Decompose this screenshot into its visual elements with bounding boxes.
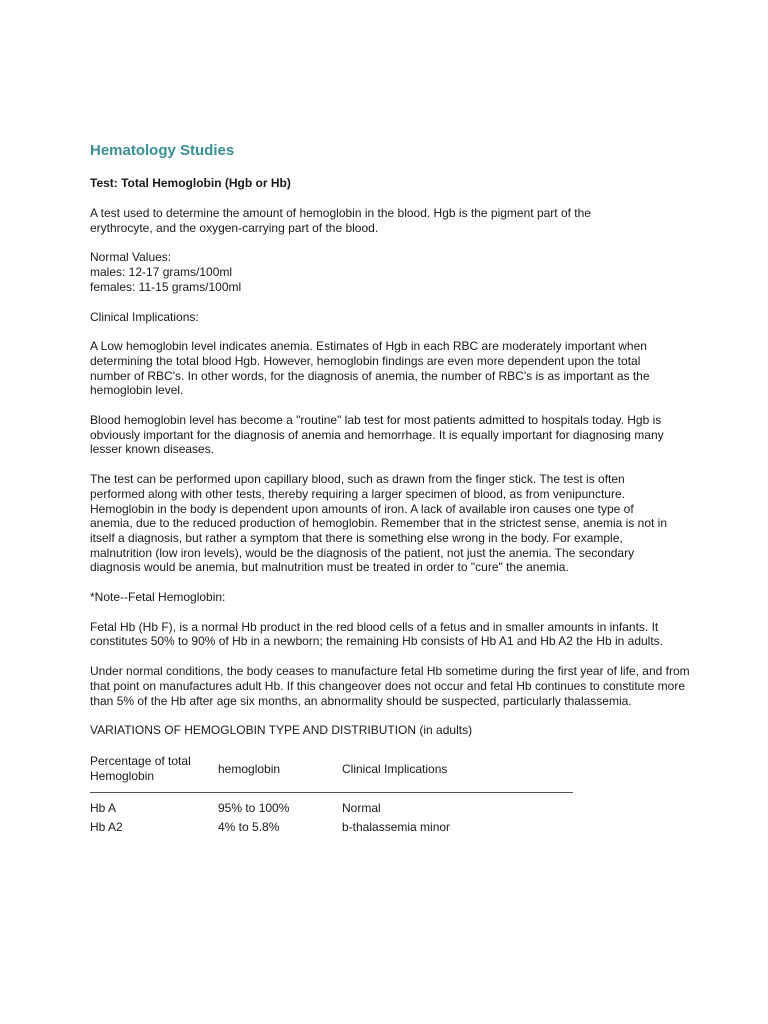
- normal-values-males: males: 12-17 grams/100ml: [90, 265, 233, 280]
- table-header-cell: Clinical Implications: [342, 754, 573, 793]
- table-header-cell: hemoglobin: [218, 754, 342, 793]
- table-header-cell: Percentage of total Hemoglobin: [90, 754, 218, 793]
- paragraph-fetal-hb: Fetal Hb (Hb F), is a normal Hb product in the red blood cells of a fetus and in smaller amounts in infants. It constitutes 50% to 90% of Hb in a newborn; the remaining Hb consists of Hb A1 and Hb A2 the Hb in adults.: [90, 619, 663, 649]
- table-cell: 4% to 5.8%: [218, 819, 280, 834]
- paragraph-low-hemoglobin: A Low hemoglobin level indicates anemia. Estimates of Hgb in each RBC are moderately important when determining the total blood Hgb. However, hemoglobin findings are even more dependent upon the total number of RBC's. In other words, for the diagnosis of anemia, the number of RBC's is as important as the hemoglobin level.: [90, 339, 650, 398]
- normal-values-label: Normal Values:: [90, 250, 172, 265]
- document-page: [90, 142, 690, 838]
- normal-values-females: females: 11-15 grams/100ml: [90, 279, 242, 294]
- paragraph-normal-conditions: Under normal conditions, the body ceases to manufacture fetal Hb sometime during the first year of life, and from that point on manufactures adult Hb. If this changeover does not occur and fetal Hb continues to constitute more than 5% of the Hb after age six months, an abnormality should be suspected, particularly thalassemia.: [90, 664, 690, 708]
- clinical-implications-label: Clinical Implications:: [90, 309, 199, 324]
- test-heading: Test: Total Hemoglobin (Hgb or Hb): [90, 176, 291, 190]
- table-cell: Hb A: [90, 801, 117, 816]
- table-header-row: [90, 754, 573, 793]
- paragraph-capillary-blood: The test can be performed upon capillary blood, such as drawn from the finger stick. The test is often performed along with other tests, thereby requiring a larger specimen of blood, as from venipuncture. Hemoglobin in the body is dependent upon amounts of iron. A lack of available iron causes one type of anemia, due to the reduced production of hemoglobin. Remember that in the strictest sense, anemia is not in itself a diagnosis, but rather a symptom that there is something else wrong in the body. For example, malnutrition (low iron levels), would be the diagnosis of the patient, not just the anemia. The secondary diagnosis would be anemia, but malnutrition must be treated in order to "cure" the anemia.: [90, 472, 667, 575]
- paragraph-routine-test: Blood hemoglobin level has become a "routine" lab test for most patients admitted to hospitals today. Hgb is obviously important for the diagnosis of anemia and hemorrhage. It is equally important for diagnosing many lesser known diseases.: [90, 413, 664, 457]
- table-cell: b-thalassemia minor: [342, 819, 451, 834]
- table-row: [90, 793, 573, 817]
- table-cell: Normal: [342, 801, 381, 816]
- hemoglobin-distribution-table: [90, 754, 573, 838]
- normal-values: [90, 250, 690, 294]
- table-caption: VARIATIONS OF HEMOGLOBIN TYPE AND DISTRIBUTION (in adults): [90, 723, 473, 738]
- table-row: [90, 816, 573, 838]
- table-cell: Hb A2: [90, 819, 123, 834]
- intro-paragraph: A test used to determine the amount of hemoglobin in the blood. Hgb is the pigment part of the erythrocyte, and the oxygen-carrying part of the blood.: [90, 206, 591, 235]
- section-title: Hematology Studies: [90, 142, 235, 159]
- table-cell: 95% to 100%: [218, 801, 290, 816]
- note-fetal-label: *Note--Fetal Hemoglobin:: [90, 590, 226, 605]
